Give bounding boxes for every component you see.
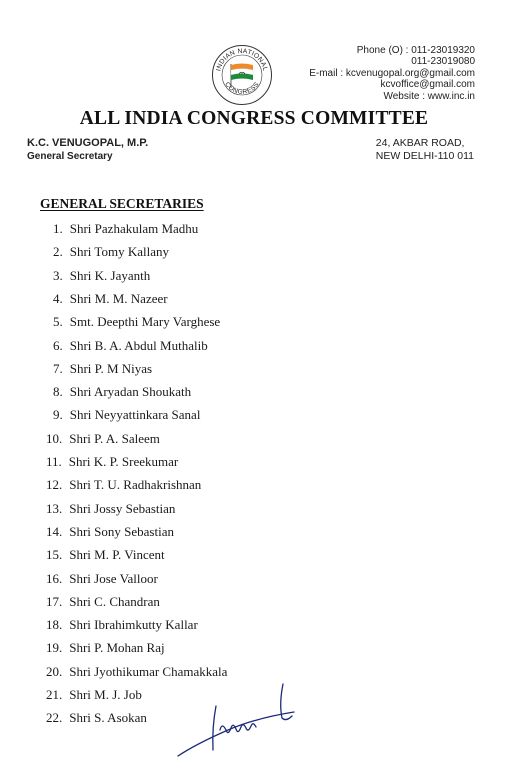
list-item-number: 8. [53,384,63,400]
list-item [46,524,174,540]
list-item-number: 18. [46,617,63,633]
list-item [46,454,178,470]
list-item-number: 22. [46,710,63,726]
list-item-name: Shri Ibrahimkutty Kallar [69,617,198,633]
phone-line-2: 011-23019080 [411,56,475,68]
list-item [53,338,208,354]
list-item-name: Smt. Deepthi Mary Varghese [69,314,221,330]
list-item-number: 6. [53,337,63,353]
list-item-number: 4. [53,290,63,306]
list-item [53,221,198,237]
list-item-name: Shri Jose Valloor [69,570,158,586]
list-item [46,547,165,563]
signature-icon [176,672,326,762]
list-item-number: 13. [46,500,63,516]
list-item-name: Shri K. Jayanth [69,267,151,283]
phone-line-1: Phone (O) : 011-23019320 [356,45,475,56]
list-item-number: 7. [53,360,63,376]
list-item [46,687,142,703]
list-item-number: 12. [46,477,63,493]
address-line-2: NEW DELHI-110 011 [375,150,474,162]
list-item-number: 14. [46,523,63,539]
list-item [53,244,169,260]
list-item [53,384,191,400]
list-item [53,291,168,307]
section-heading: GENERAL SECRETARIES [40,196,204,211]
congress-logo-icon [211,44,273,106]
list-item-name: Shri B. A. Abdul Muthalib [69,337,208,353]
email-line-2: kcvoffice@gmail.com [380,79,475,91]
address-line-1: 24, AKBAR ROAD, [375,137,465,149]
list-item-number: 5. [53,314,63,330]
list-item-name: Shri M. P. Vincent [69,547,165,563]
list-item [53,361,152,377]
list-item-name: Shri M. M. Nazeer [69,290,168,306]
list-item-number: 15. [46,547,63,563]
list-item-number: 1. [53,221,63,236]
list-item-name: Shri K. P. Sreekumar [68,454,179,469]
sender-block [27,137,148,163]
list-item-name: Shri S. Asokan [69,710,147,726]
list-item-number: 9. [53,407,63,423]
list-item [46,571,158,587]
list-item-name: Shri Sony Sebastian [69,523,174,539]
list-item-name: Shri C. Chandran [69,593,160,609]
sender-name: K.C. VENUGOPAL, M.P. [27,137,149,149]
list-item-number: 21. [46,687,63,702]
list-item [46,594,160,610]
sender-title: General Secretary [27,151,113,162]
email-line-1: E-mail : kcvenugopal.org@gmail.com [309,67,475,79]
list-item-number: 17. [46,593,63,609]
list-item [53,407,200,423]
logo-text-top: INDIAN NATIONAL [215,47,269,72]
list-item-name: Shri M. J. Job [69,687,142,702]
svg-text:CONGRESS [223,81,261,96]
list-item-number: 3. [53,267,63,283]
website-line: Website : www.inc.in [383,90,475,102]
contact-block [309,45,475,102]
list-item-name: Shri P. M Niyas [69,360,153,376]
list-item-number: 11. [46,454,62,469]
list-item-name: Shri Aryadan Shoukath [69,384,192,400]
list-item [46,477,201,493]
list-item [53,314,220,330]
list-item [46,640,165,656]
list-item-number: 2. [53,244,63,260]
list-item-name: Shri Tomy Kallany [69,244,169,260]
address-block [376,137,474,163]
flag-icon [231,64,253,89]
list-item-name: Shri Neyyattinkara Sanal [69,407,201,423]
logo-text-bottom: CONGRESS [223,81,261,96]
list-item [46,710,147,726]
list-item-number: 10. [46,430,63,446]
list-item-name: Shri Jyothikumar Chamakkala [69,663,228,679]
list-item-number: 20. [46,663,63,679]
list-item [46,431,160,447]
list-item-number: 16. [46,570,63,586]
list-item-number: 19. [46,640,63,656]
list-item-name: Shri P. A. Saleem [69,430,160,446]
list-item [53,268,150,284]
list-item-name: Shri Jossy Sebastian [69,500,176,516]
organization-title: ALL INDIA CONGRESS COMMITTEE [79,108,429,129]
list-item [46,617,198,633]
list-item-name: Shri P. Mohan Raj [69,640,165,656]
list-item-name: Shri T. U. Radhakrishnan [69,477,202,493]
list-item-name: Shri Pazhakulam Madhu [69,221,199,236]
list-item [46,501,175,517]
